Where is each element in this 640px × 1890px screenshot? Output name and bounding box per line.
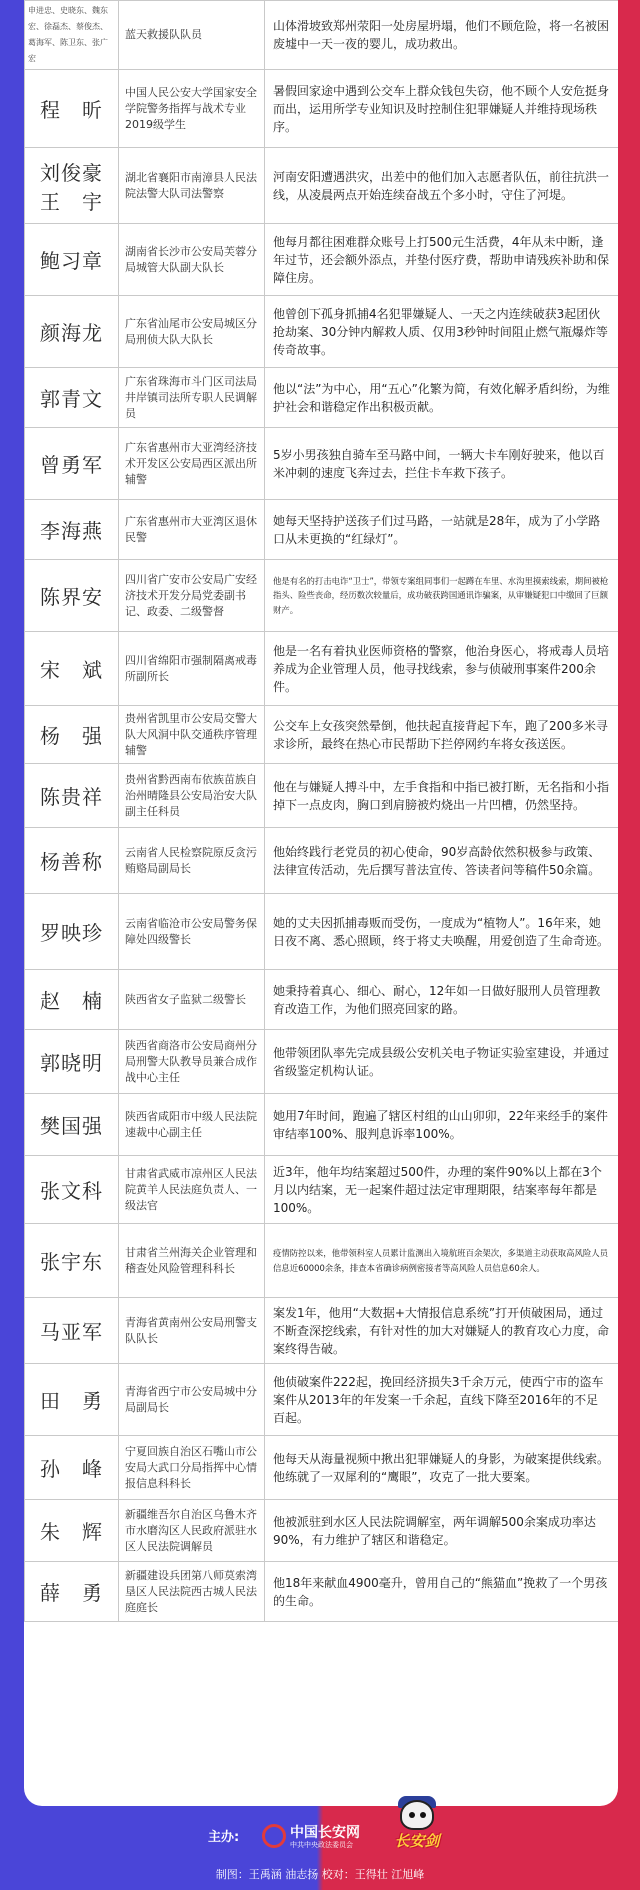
honor-name: 杨 强	[25, 706, 119, 764]
honor-unit: 蓝天救援队队员	[119, 1, 265, 70]
honor-deed: 疫情防控以来，他带领科室人员累计监测出入境航班百余架次，多渠道主动获取高风险人员信息近60000余条，排查本省确诊病例密接者等高风险人员信息60余人。	[265, 1224, 619, 1298]
honor-unit: 广东省惠州市大亚湾经济技术开发区公安局西区派出所辅警	[119, 428, 265, 500]
honor-unit: 陕西省女子监狱二级警长	[119, 970, 265, 1030]
honor-row	[25, 1364, 619, 1436]
honor-name: 曾勇军	[25, 428, 119, 500]
honor-row	[25, 764, 619, 828]
honor-name: 田 勇	[25, 1364, 119, 1436]
honor-unit: 陕西省咸阳市中级人民法院速裁中心副主任	[119, 1094, 265, 1156]
honor-name: 罗映珍	[25, 894, 119, 970]
honor-deed: 她用7年时间，跑遍了辖区村组的山山卯卯，22年来经手的案件审结率100%、服判息诉率100%。	[265, 1094, 619, 1156]
honor-row	[25, 428, 619, 500]
honor-name: 赵 楠	[25, 970, 119, 1030]
honor-unit: 湖北省襄阳市南漳县人民法院法警大队司法警察	[119, 148, 265, 224]
honor-unit: 四川省绵阳市强制隔离戒毒所副所长	[119, 632, 265, 706]
honor-deed: 他18年来献血4900毫升，曾用自己的“熊猫血”挽救了一个男孩的生命。	[265, 1562, 619, 1622]
honor-deed: 他曾创下孤身抓捕4名犯罪嫌疑人、一天之内连续破获3起团伙抢劫案、30分钟内解救人质、仅用3秒钟时间阻止燃气瓶爆炸等传奇故事。	[265, 296, 619, 368]
honor-name: 宋 斌	[25, 632, 119, 706]
honor-unit: 甘肃省武威市凉州区人民法院黄羊人民法庭负责人、一级法官	[119, 1156, 265, 1224]
changanjian-logo	[388, 1800, 446, 1860]
honor-row	[25, 1, 619, 70]
honor-name: 刘俊豪 王 宇	[25, 148, 119, 224]
honor-deed: 近3年，他年均结案超过500件，办理的案件90%以上都在3个月以内结案，无一起案件超过法定审理期限，结案率每年都是100%。	[265, 1156, 619, 1224]
honor-unit: 贵州省黔西南布依族苗族自治州晴隆县公安局治安大队副主任科员	[119, 764, 265, 828]
changan-logo-subtitle: 中共中央政法委员会	[290, 1841, 353, 1849]
mascot-eye-icon	[420, 1812, 426, 1818]
honor-deed: 5岁小男孩独自骑车至马路中间，一辆大卡车刚好驶来，他以百米冲刺的速度飞奔过去，拦住卡车救下孩子。	[265, 428, 619, 500]
changan-logo-title: 中国长安网	[290, 1825, 360, 1841]
honor-unit: 青海省黄南州公安局刑警支队队长	[119, 1298, 265, 1364]
honor-name: 陈界安	[25, 560, 119, 632]
honor-unit: 宁夏回族自治区石嘴山市公安局大武口分局指挥中心情报信息科科长	[119, 1436, 265, 1500]
honor-row	[25, 70, 619, 148]
honor-deed: 他是一名有着执业医师资格的警察，他治身医心，将戒毒人员培养成为企业管理人员，他寻找线索，参与侦破刑事案件200余件。	[265, 632, 619, 706]
changan-net-logo	[262, 1820, 380, 1854]
honor-name: 郭晓明	[25, 1030, 119, 1094]
honor-name: 李海燕	[25, 500, 119, 560]
honor-name: 程 昕	[25, 70, 119, 148]
honor-name: 颜海龙	[25, 296, 119, 368]
honor-row	[25, 296, 619, 368]
honor-row	[25, 828, 619, 894]
honor-name: 鲍习章	[25, 224, 119, 296]
honor-row	[25, 1500, 619, 1562]
honor-row	[25, 970, 619, 1030]
honor-deed: 他每月都往困难群众账号上打500元生活费，4年从未中断，逢年过节，还会额外添点，并垫付医疗费，帮助申请残疾补助和保障住房。	[265, 224, 619, 296]
honor-row	[25, 148, 619, 224]
honor-name: 陈贵祥	[25, 764, 119, 828]
honor-unit: 湖南省长沙市公安局芙蓉分局城管大队副大队长	[119, 224, 265, 296]
credits-line: 制图：王禹涵 油志扬 校对：王得壮 江旭峰	[215, 1868, 425, 1881]
honor-deed: 他始终践行老党员的初心使命，90岁高龄依然积极参与政策、法律宣传活动，先后撰写普法宣传、答读者问等稿件50余篇。	[265, 828, 619, 894]
mascot-head-icon	[400, 1800, 434, 1830]
honor-deed: 暑假回家途中遇到公交车上群众钱包失窃，他不顾个人安危挺身而出，运用所学专业知识及时控制住犯罪嫌疑人并维持现场秩序。	[265, 70, 619, 148]
honor-name: 孙 峰	[25, 1436, 119, 1500]
honor-row	[25, 224, 619, 296]
honor-deed: 案发1年，他用“大数据+大情报信息系统”打开侦破困局，通过不断查深挖线索，有针对性的加大对嫌疑人的教育攻心力度，命案终得告破。	[265, 1298, 619, 1364]
honor-unit: 广东省珠海市斗门区司法局井岸镇司法所专职人民调解员	[119, 368, 265, 428]
honor-unit: 四川省广安市公安局广安经济技术开发分局党委副书记、政委、二级警督	[119, 560, 265, 632]
honor-unit: 甘肃省兰州海关企业管理和稽查处风险管理科科长	[119, 1224, 265, 1298]
honor-table	[24, 0, 618, 1622]
honor-name: 朱 辉	[25, 1500, 119, 1562]
honor-name: 薛 勇	[25, 1562, 119, 1622]
honor-row	[25, 1224, 619, 1298]
honor-deed: 她秉持着真心、细心、耐心，12年如一日做好服刑人员管理教育改造工作，为他们照亮回家的路。	[265, 970, 619, 1030]
honor-deed: 她的丈夫因抓捕毒贩而受伤，一度成为“植物人”。16年来，她日夜不离、悉心照顾，终于将丈夫唤醒，用爱创造了生命奇迹。	[265, 894, 619, 970]
honor-name: 杨善称	[25, 828, 119, 894]
honor-deed: 公交车上女孩突然晕倒，他扶起直接背起下车，跑了200多米寻求诊所，最终在热心市民帮助下拦停网约车将女孩送医。	[265, 706, 619, 764]
honor-name: 马亚军	[25, 1298, 119, 1364]
honor-row	[25, 560, 619, 632]
honor-unit: 贵州省凯里市公安局交警大队大风洞中队交通秩序管理辅警	[119, 706, 265, 764]
honor-row	[25, 500, 619, 560]
honor-deed: 他带领团队率先完成县级公安机关电子物证实验室建设，并通过省级鉴定机构认证。	[265, 1030, 619, 1094]
host-label: 主办:	[208, 1830, 240, 1845]
honor-name: 郭青文	[25, 368, 119, 428]
honor-unit: 广东省汕尾市公安局城区分局刑侦大队大队长	[119, 296, 265, 368]
honor-deed: 她每天坚持护送孩子们过马路，一站就是28年，成为了小学路口从未更换的“红绿灯”。	[265, 500, 619, 560]
honor-unit: 广东省惠州市大亚湾区退休民警	[119, 500, 265, 560]
honor-deed: 他被派驻到水区人民法院调解室，两年调解500余案成功率达90%，有力维护了辖区和谐稳定。	[265, 1500, 619, 1562]
honor-unit: 新疆维吾尔自治区乌鲁木齐市水磨沟区人民政府派驻水区人民法院调解员	[119, 1500, 265, 1562]
honor-row	[25, 1030, 619, 1094]
honor-deed: 他在与嫌疑人搏斗中，左手食指和中指已被打断，无名指和小指掉下一点皮肉，胸口到肩膀被灼烧出一片凹槽，仍然坚持。	[265, 764, 619, 828]
honor-row	[25, 1298, 619, 1364]
honor-row	[25, 1436, 619, 1500]
changanjian-logo-text: 长安剑	[394, 1832, 440, 1850]
honor-deed: 他侦破案件222起，挽回经济损失3千余万元，使西宁市的盗车案件从2013年的年发案一千余起，直线下降至2016年的不足百起。	[265, 1364, 619, 1436]
honor-unit: 云南省人民检察院原反贪污贿赂局副局长	[119, 828, 265, 894]
honor-row	[25, 894, 619, 970]
honor-deed: 河南安阳遭遇洪灾，出差中的他们加入志愿者队伍，前往抗洪一线，从凌晨两点开始连续奋战五个多小时，守住了河堤。	[265, 148, 619, 224]
honor-list-card	[24, 0, 618, 1806]
honor-row	[25, 706, 619, 764]
honor-deed: 他以“法”为中心，用“五心”化繁为简，有效化解矛盾纠纷，为维护社会和谐稳定作出积极贡献。	[265, 368, 619, 428]
honor-row	[25, 632, 619, 706]
honor-row	[25, 1562, 619, 1622]
honor-name: 樊国强	[25, 1094, 119, 1156]
honor-deed: 他每天从海量视频中揪出犯罪嫌疑人的身影，为破案提供线索。他练就了一双犀利的“鹰眼”，攻克了一批大要案。	[265, 1436, 619, 1500]
changan-logo-icon	[262, 1824, 286, 1848]
honor-unit: 中国人民公安大学国家安全学院警务指挥与战术专业2019级学生	[119, 70, 265, 148]
mascot-eye-icon	[409, 1812, 415, 1818]
honor-name: 张文科	[25, 1156, 119, 1224]
honor-name: 张宇东	[25, 1224, 119, 1298]
honor-row	[25, 1156, 619, 1224]
honor-unit: 云南省临沧市公安局警务保障处四级警长	[119, 894, 265, 970]
honor-unit: 青海省西宁市公安局城中分局副局长	[119, 1364, 265, 1436]
honor-unit: 新疆建设兵团第八师莫索湾垦区人民法院西古城人民法庭庭长	[119, 1562, 265, 1622]
honor-row	[25, 1094, 619, 1156]
honor-deed: 山体滑坡致郑州荥阳一处房屋坍塌，他们不顾危险，将一名被困废墟中一天一夜的婴儿，成功救出。	[265, 1, 619, 70]
honor-unit: 陕西省商洛市公安局商州分局刑警大队教导员兼合成作战中心主任	[119, 1030, 265, 1094]
honor-row	[25, 368, 619, 428]
footer-sponsors	[0, 1812, 640, 1860]
honor-name: 申进忠、史晓东、魏东宏、徐磊杰、蔡俊杰、葛海军、陈卫东、张广宏	[25, 1, 119, 70]
honor-deed: 他是有名的打击电诈“卫士”，带领专案组同事们一起蹲在车里、水沟里摸索线索，期间被枪指头、险些丧命，经历数次较量后，成功破获跨国通讯诈骗案，从审嫌疑犯口中缴回了巨额财产。	[265, 560, 619, 632]
